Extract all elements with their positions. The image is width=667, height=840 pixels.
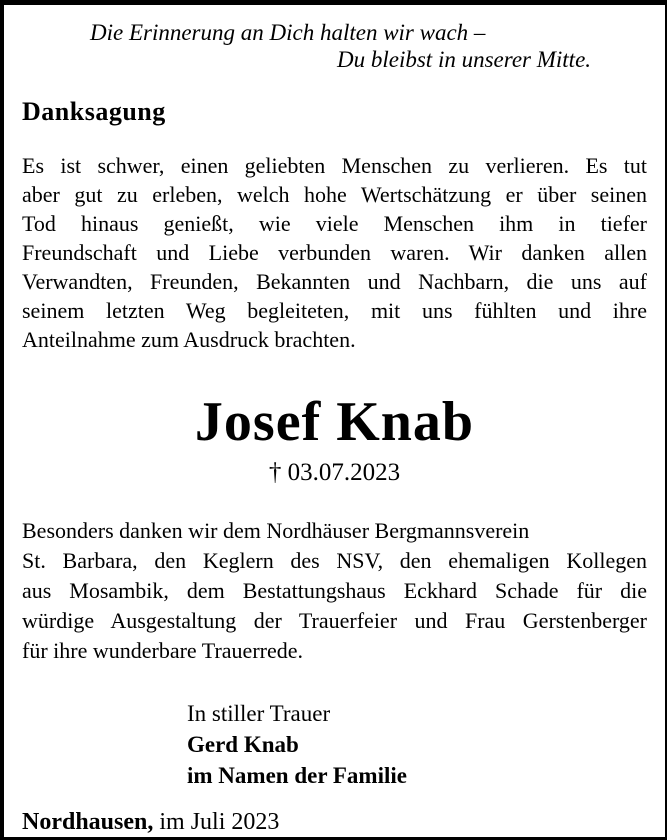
epigraph-line-1: Die Erinnerung an Dich halten wir wach – (90, 20, 486, 45)
epigraph (22, 19, 647, 73)
heading-danksagung: Danksagung (22, 97, 166, 126)
body-line: Anteilnahme zum Ausdruck brachten. (22, 327, 356, 352)
body-line: Es ist schwer, einen geliebten Menschen zu verlieren. Es tut (22, 153, 647, 178)
body-line: Tod hinaus genießt, wie viele Menschen ihm in tiefer (22, 211, 647, 236)
closing-block (187, 698, 647, 791)
closing-line-mourner-name: Gerd Knab (187, 732, 299, 757)
body-line: für ihre wunderbare Trauerrede. (22, 638, 303, 663)
body-line: seinem letzten Weg begleiteten, mit uns fühlten und ihre (22, 298, 647, 323)
epigraph-line-2: Du bleibst in unserer Mitte. (337, 47, 592, 72)
body-line: Besonders danken wir dem Nordhäuser Bergmannsverein (22, 518, 530, 543)
body-line: aber gut zu erleben, welch hohe Wertschätzung er über seinen (22, 182, 647, 207)
body-line: St. Barbara, den Keglern des NSV, den ehemaligen Kollegen (22, 548, 647, 573)
deceased-name: Josef Knab (194, 391, 475, 453)
body-line: würdige Ausgestaltung der Trauerfeier und Frau Gerstenberger (22, 608, 647, 633)
special-thanks-paragraph (22, 516, 647, 666)
thanks-paragraph (22, 151, 647, 354)
body-line: Freundschaft und Liebe verbunden waren. Wir danken allen (22, 240, 647, 265)
body-line: aus Mosambik, dem Bestattungshaus Eckhard Schade für die (22, 578, 647, 603)
footer-place-date (22, 807, 647, 837)
footer-place: Nordhausen, (22, 809, 154, 835)
closing-line-family: im Namen der Familie (187, 763, 407, 788)
death-date: † 03.07.2023 (268, 459, 401, 486)
footer-date: im Juli 2023 (153, 809, 280, 835)
body-line: Verwandten, Freunden, Bekannten und Nachbarn, die uns auf (22, 269, 647, 294)
closing-line-mourning: In stiller Trauer (187, 701, 331, 726)
